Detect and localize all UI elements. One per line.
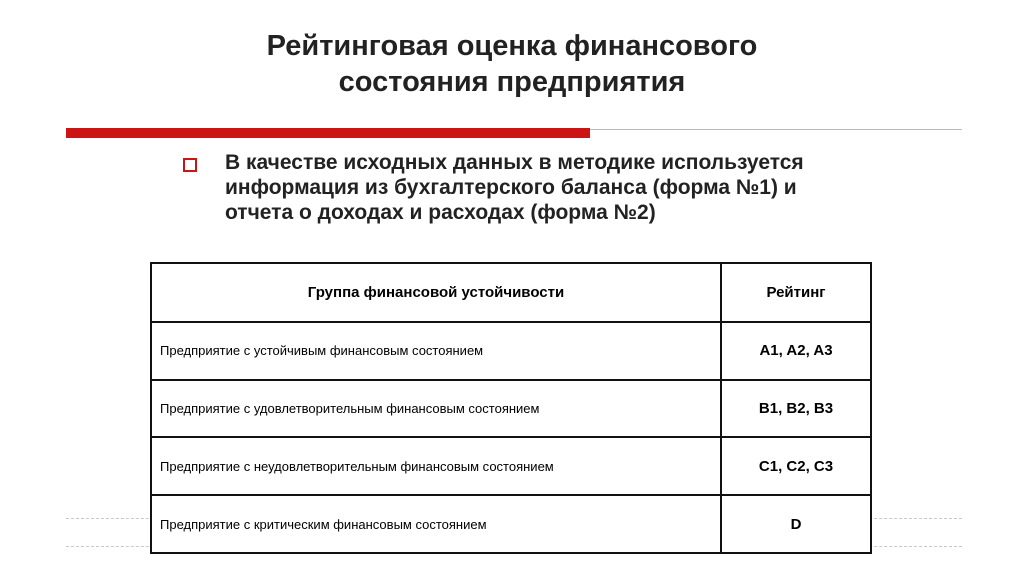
cell-rating: B1, B2, B3 bbox=[721, 380, 871, 438]
cell-rating: D bbox=[721, 495, 871, 553]
header-group: Группа финансовой устойчивости bbox=[151, 263, 721, 322]
cell-group: Предприятие с критическим финансовым состоянием bbox=[151, 495, 721, 553]
square-bullet-icon bbox=[183, 158, 197, 172]
table-row bbox=[151, 437, 871, 495]
table-row bbox=[151, 322, 871, 380]
cell-group: Предприятие с удовлетворительным финансовым состоянием bbox=[151, 380, 721, 438]
cell-rating: C1, C2, C3 bbox=[721, 437, 871, 495]
bullet-text: В качестве исходных данных в методике используется информация из бухгалтерского баланса (форма №1) и отчета о доходах и расходах (форма №2) bbox=[225, 151, 804, 224]
cell-group: Предприятие с устойчивым финансовым состоянием bbox=[151, 322, 721, 380]
table-row bbox=[151, 495, 871, 553]
slide-title bbox=[0, 28, 1024, 100]
title-accent-bar bbox=[66, 128, 590, 138]
cell-group: Предприятие с неудовлетворительным финансовым состоянием bbox=[151, 437, 721, 495]
cell-rating: A1, A2, A3 bbox=[721, 322, 871, 380]
slide-title-line-2: состояния предприятия bbox=[338, 66, 686, 98]
table-row bbox=[151, 380, 871, 438]
slide-title-line-1: Рейтинговая оценка финансового bbox=[266, 30, 758, 62]
table-header-row bbox=[151, 263, 871, 322]
rating-table bbox=[150, 262, 872, 554]
header-rating: Рейтинг bbox=[721, 263, 871, 322]
